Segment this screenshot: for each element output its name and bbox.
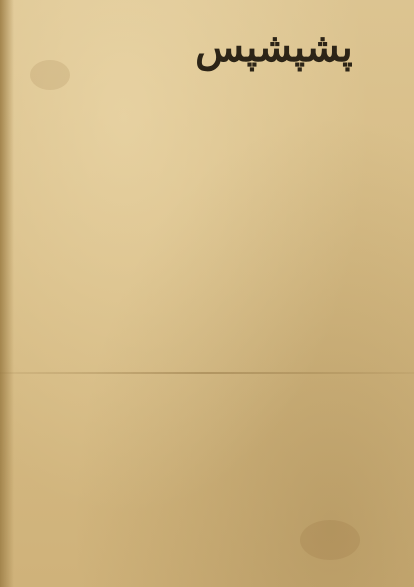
page-edge-shadow [0,0,14,587]
paper-stain [30,60,70,90]
page-title: پشپشپس [195,24,353,71]
body-text [34,108,384,578]
